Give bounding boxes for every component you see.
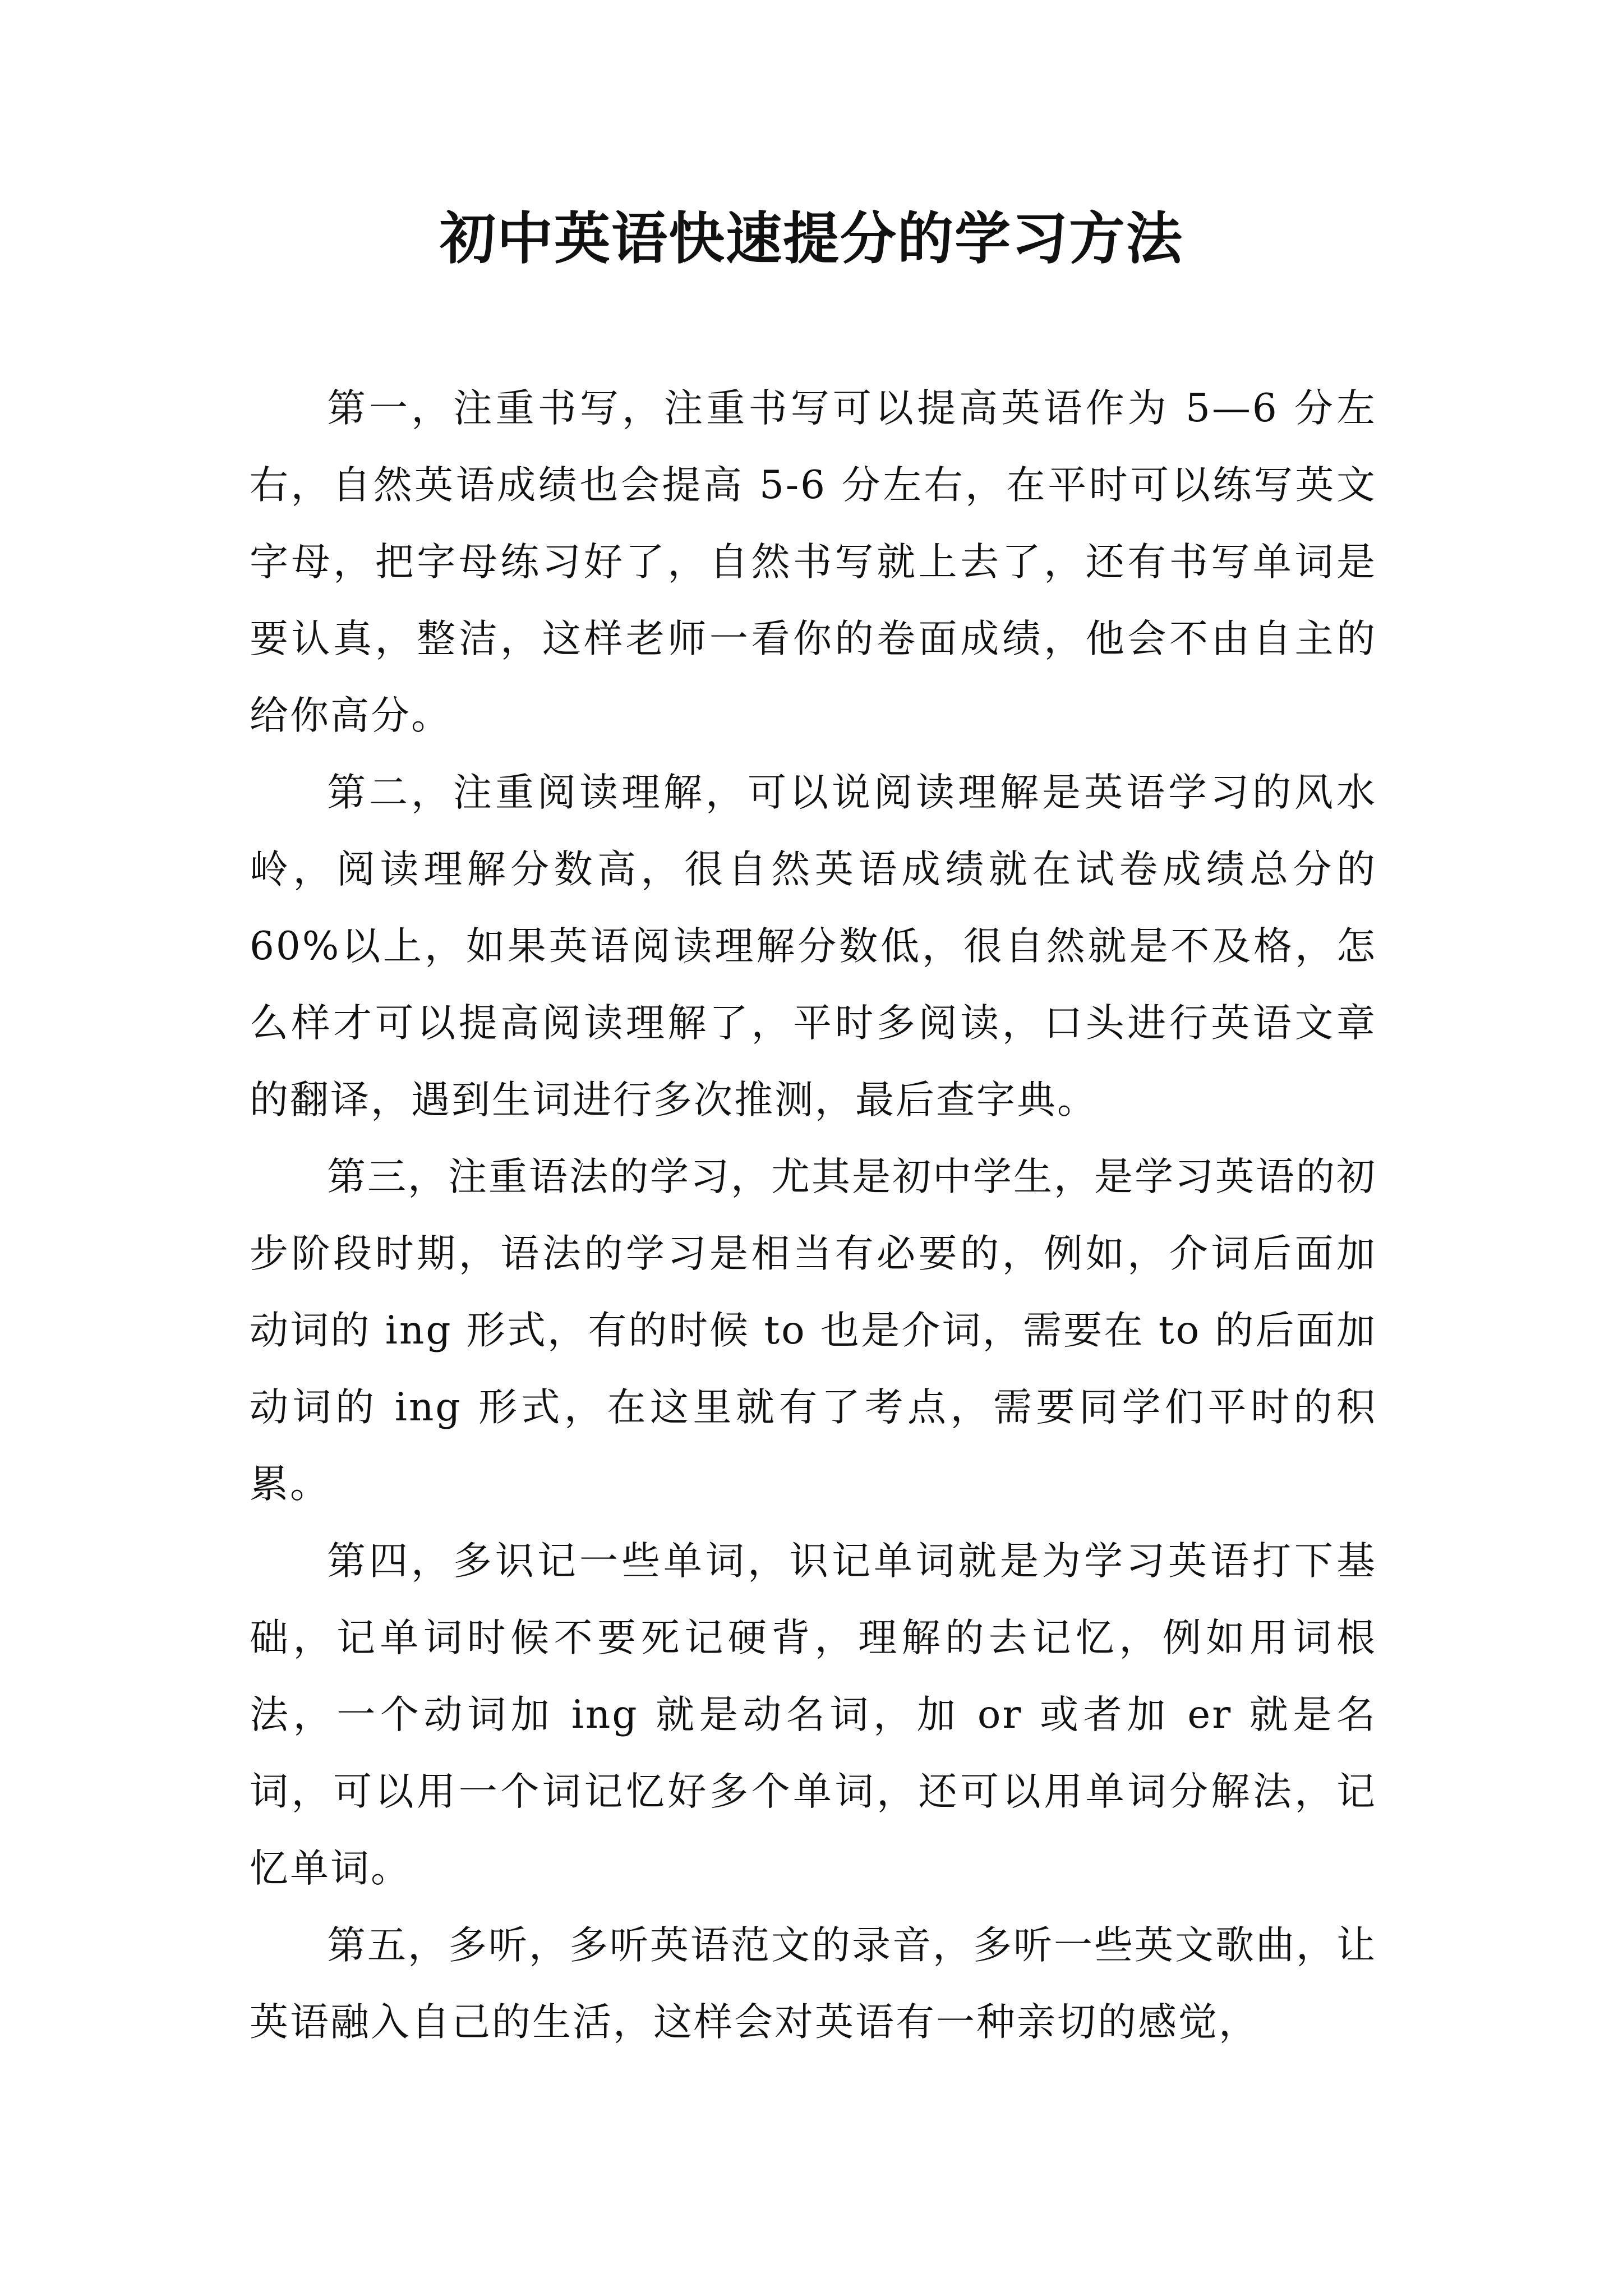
document-title: 初中英语快速提分的学习方法: [440, 205, 1183, 272]
paragraph-4: 第四，多识记一些单词，识记单词就是为学习英语打下基础，记单词时候不要死记硬背，理解的去记忆，例如用词根法，一个动词加 ing 就是动名词，加 or 或者加 er 就是名词，可以用一个词记忆好多个单词，还可以用单词分解法，记忆单词。: [250, 1539, 1377, 1891]
document-body: [250, 370, 1377, 2061]
paragraph-2: 第二，注重阅读理解，可以说阅读理解是英语学习的风水岭，阅读理解分数高，很自然英语成绩就在试卷成绩总分的 60%以上，如果英语阅读理解分数低，很自然就是不及格，怎么样才可以提高阅读理解了，平时多阅读，口头进行英语文章的翻译，遇到生词进行多次推测，最后查字典。: [250, 770, 1377, 1122]
paragraph-5: 第五，多听，多听英语范文的录音，多听一些英文歌曲，让英语融入自己的生活，这样会对英语有一种亲切的感觉，: [250, 1923, 1377, 2045]
paragraph-3: 第三，注重语法的学习，尤其是初中学生，是学习英语的初步阶段时期，语法的学习是相当有必要的，例如，介词后面加动词的 ing 形式，有的时候 to 也是介词，需要在 to 的后面加动词的 ing 形式，在这里就有了考点，需要同学们平时的积累。: [250, 1154, 1377, 1507]
paragraph-1: 第一，注重书写，注重书写可以提高英语作为 5—6 分左右，自然英语成绩也会提高 5-6 分左右，在平时可以练写英文字母，把字母练习好了，自然书写就上去了，还有书写单词是要认真，整洁，这样老师一看你的卷面成绩，他会不由自主的给你高分。: [250, 386, 1377, 738]
